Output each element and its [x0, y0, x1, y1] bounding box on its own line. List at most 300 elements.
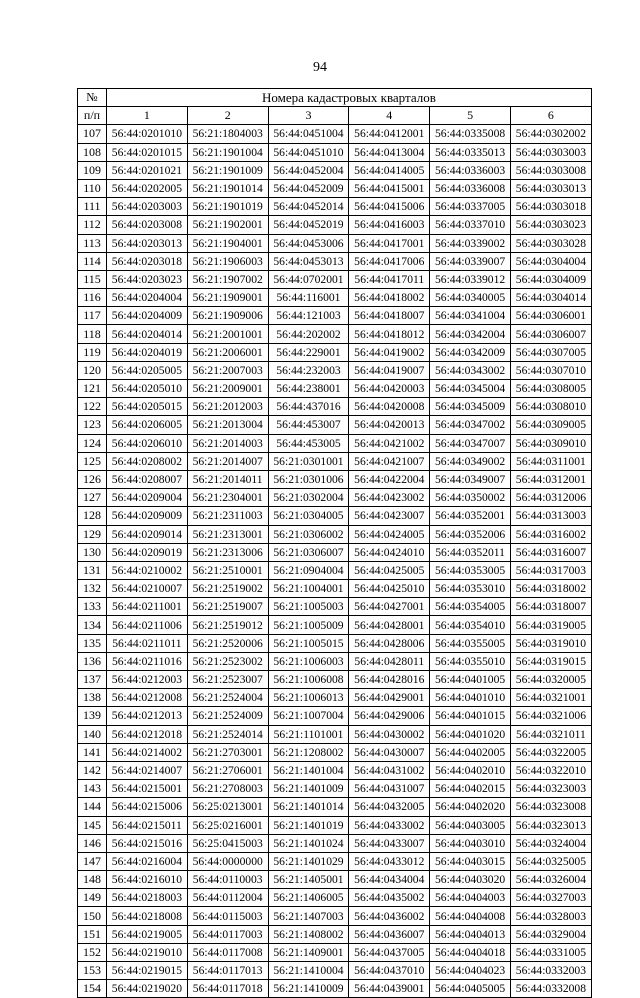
row-number-cell: 135: [78, 634, 107, 652]
cadastral-number-cell: 56:44:437016: [268, 398, 349, 416]
table-row: [78, 925, 592, 943]
cadastral-number-cell: 56:44:0204009: [107, 307, 188, 325]
cadastral-number-cell: 56:21:1401009: [268, 780, 349, 798]
row-number-cell: 113: [78, 234, 107, 252]
cadastral-number-cell: 56:44:0428001: [349, 616, 430, 634]
table-row: [78, 598, 592, 616]
cadastral-number-cell: 56:21:2519007: [187, 598, 268, 616]
cadastral-number-cell: 56:44:0453006: [268, 234, 349, 252]
cadastral-number-cell: 56:21:2014011: [187, 470, 268, 488]
cadastral-number-cell: 56:21:1909001: [187, 289, 268, 307]
cadastral-number-cell: 56:44:0204004: [107, 289, 188, 307]
row-number-cell: 133: [78, 598, 107, 616]
cadastral-number-cell: 56:21:2523002: [187, 652, 268, 670]
cadastral-number-cell: 56:21:2006001: [187, 343, 268, 361]
cadastral-number-cell: 56:44:0436007: [349, 925, 430, 943]
cadastral-number-cell: 56:44:0420003: [349, 380, 430, 398]
table-row: [78, 289, 592, 307]
table-row: [78, 907, 592, 925]
cadastral-number-cell: 56:44:0416003: [349, 216, 430, 234]
cadastral-number-cell: 56:21:1401004: [268, 761, 349, 779]
cadastral-number-cell: 56:21:2524009: [187, 707, 268, 725]
row-number-cell: 137: [78, 671, 107, 689]
cadastral-number-cell: 56:44:0304014: [510, 289, 591, 307]
cadastral-number-cell: 56:44:0428011: [349, 652, 430, 670]
cadastral-number-cell: 56:44:0325005: [510, 852, 591, 870]
cadastral-number-cell: 56:44:0211016: [107, 652, 188, 670]
cadastral-number-cell: 56:44:0320005: [510, 671, 591, 689]
cadastral-number-cell: 56:21:2708003: [187, 780, 268, 798]
cadastral-number-cell: 56:44:0354005: [430, 598, 511, 616]
cadastral-number-cell: 56:44:0418007: [349, 307, 430, 325]
table-row: [78, 707, 592, 725]
table-row: [78, 361, 592, 379]
cadastral-number-cell: 56:44:0403020: [430, 871, 511, 889]
cadastral-number-cell: 56:44:0413004: [349, 143, 430, 161]
cadastral-number-cell: 56:44:0322010: [510, 761, 591, 779]
cadastral-number-cell: 56:44:0404008: [430, 907, 511, 925]
cadastral-number-cell: 56:44:0216004: [107, 852, 188, 870]
cadastral-number-cell: 56:44:0321001: [510, 689, 591, 707]
cadastral-number-cell: 56:21:1906003: [187, 252, 268, 270]
cadastral-number-cell: 56:44:0307005: [510, 343, 591, 361]
cadastral-number-cell: 56:21:2313006: [187, 543, 268, 561]
cadastral-number-cell: 56:44:0453013: [268, 252, 349, 270]
cadastral-number-cell: 56:44:0401015: [430, 707, 511, 725]
cadastral-number-cell: 56:44:0332008: [510, 980, 591, 998]
cadastral-number-cell: 56:44:0319010: [510, 634, 591, 652]
cadastral-number-cell: 56:44:0353005: [430, 561, 511, 579]
table-row: [78, 889, 592, 907]
row-number-cell: 149: [78, 889, 107, 907]
cadastral-number-cell: 56:44:0211006: [107, 616, 188, 634]
cadastral-number-cell: 56:44:0402005: [430, 743, 511, 761]
cadastral-number-cell: 56:44:0201015: [107, 143, 188, 161]
cadastral-number-cell: 56:44:0355010: [430, 652, 511, 670]
cadastral-number-cell: 56:44:0304004: [510, 252, 591, 270]
table-row: [78, 470, 592, 488]
cadastral-number-cell: 56:44:0343002: [430, 361, 511, 379]
row-number-cell: 130: [78, 543, 107, 561]
cadastral-number-cell: 56:21:1410004: [268, 962, 349, 980]
cadastral-number-cell: 56:25:0213001: [187, 798, 268, 816]
cadastral-number-cell: 56:21:1005003: [268, 598, 349, 616]
cadastral-number-cell: 56:44:0425005: [349, 561, 430, 579]
table-row: [78, 616, 592, 634]
row-number-cell: 129: [78, 525, 107, 543]
cadastral-number-cell: 56:44:0339007: [430, 252, 511, 270]
cadastral-number-cell: 56:44:0434004: [349, 871, 430, 889]
cadastral-number-cell: 56:44:0323013: [510, 816, 591, 834]
cadastral-number-cell: 56:44:0340005: [430, 289, 511, 307]
cadastral-number-cell: 56:44:229001: [268, 343, 349, 361]
row-number-cell: 128: [78, 507, 107, 525]
cadastral-number-cell: 56:44:0316002: [510, 525, 591, 543]
row-number-cell: 125: [78, 452, 107, 470]
table-row: [78, 561, 592, 579]
cadastral-number-cell: 56:44:121003: [268, 307, 349, 325]
cadastral-number-cell: 56:44:0421007: [349, 452, 430, 470]
row-number-cell: 143: [78, 780, 107, 798]
row-number-cell: 116: [78, 289, 107, 307]
cadastral-number-cell: 56:44:0000000: [187, 852, 268, 870]
cadastral-number-cell: 56:44:0323003: [510, 780, 591, 798]
cadastral-number-cell: 56:21:0301001: [268, 452, 349, 470]
cadastral-number-cell: 56:44:0423002: [349, 489, 430, 507]
table-row: [78, 216, 592, 234]
cadastral-number-cell: 56:44:0425010: [349, 580, 430, 598]
cadastral-number-cell: 56:44:0421002: [349, 434, 430, 452]
cadastral-number-cell: 56:44:0420008: [349, 398, 430, 416]
cadastral-number-cell: 56:44:0215001: [107, 780, 188, 798]
cadastral-number-cell: 56:44:0215016: [107, 834, 188, 852]
table-row: [78, 761, 592, 779]
row-number-cell: 110: [78, 179, 107, 197]
cadastral-number-cell: 56:44:0322005: [510, 743, 591, 761]
cadastral-number-cell: 56:44:0203018: [107, 252, 188, 270]
cadastral-number-cell: 56:44:0335013: [430, 143, 511, 161]
cadastral-number-cell: 56:44:0304009: [510, 270, 591, 288]
cadastral-number-cell: 56:44:0337005: [430, 198, 511, 216]
cadastral-number-cell: 56:44:0205015: [107, 398, 188, 416]
table-row: [78, 343, 592, 361]
column-header-4: 4: [349, 107, 430, 125]
cadastral-number-cell: 56:25:0216001: [187, 816, 268, 834]
table-body: [78, 125, 592, 998]
table-row: [78, 489, 592, 507]
cadastral-number-cell: 56:21:2519012: [187, 616, 268, 634]
cadastral-number-cell: 56:21:2014003: [187, 434, 268, 452]
cadastral-number-cell: 56:44:0452004: [268, 161, 349, 179]
table-row: [78, 671, 592, 689]
cadastral-number-cell: 56:44:0339012: [430, 270, 511, 288]
cadastral-number-cell: 56:44:0417006: [349, 252, 430, 270]
cadastral-number-cell: 56:44:0420013: [349, 416, 430, 434]
table-row: [78, 652, 592, 670]
table-row: [78, 634, 592, 652]
cadastral-number-cell: 56:44:0208002: [107, 452, 188, 470]
cadastral-number-cell: 56:21:2007003: [187, 361, 268, 379]
row-number-cell: 115: [78, 270, 107, 288]
row-number-cell: 138: [78, 689, 107, 707]
cadastral-number-cell: 56:44:0219010: [107, 943, 188, 961]
table-row: [78, 580, 592, 598]
cadastral-number-cell: 56:21:1401014: [268, 798, 349, 816]
cadastral-number-cell: 56:44:0206005: [107, 416, 188, 434]
cadastral-number-cell: 56:21:2519002: [187, 580, 268, 598]
row-number-header-top: №: [78, 89, 107, 107]
cadastral-number-cell: 56:44:0349002: [430, 452, 511, 470]
cadastral-number-cell: 56:44:0401005: [430, 671, 511, 689]
cadastral-number-cell: 56:44:0308010: [510, 398, 591, 416]
row-number-cell: 139: [78, 707, 107, 725]
cadastral-number-cell: 56:44:0404023: [430, 962, 511, 980]
cadastral-number-cell: 56:44:0347002: [430, 416, 511, 434]
cadastral-number-cell: 56:21:1405001: [268, 871, 349, 889]
cadastral-number-cell: 56:44:0316007: [510, 543, 591, 561]
cadastral-number-cell: 56:44:0430007: [349, 743, 430, 761]
cadastral-number-cell: 56:44:0436002: [349, 907, 430, 925]
cadastral-number-cell: 56:21:2014007: [187, 452, 268, 470]
row-number-cell: 109: [78, 161, 107, 179]
cadastral-number-cell: 56:44:0424005: [349, 525, 430, 543]
table-row: [78, 743, 592, 761]
cadastral-number-cell: 56:44:116001: [268, 289, 349, 307]
cadastral-number-cell: 56:21:1907002: [187, 270, 268, 288]
cadastral-number-cell: 56:44:0206010: [107, 434, 188, 452]
cadastral-number-cell: 56:44:0342009: [430, 343, 511, 361]
row-number-cell: 111: [78, 198, 107, 216]
table-row: [78, 816, 592, 834]
cadastral-number-cell: 56:44:0117013: [187, 962, 268, 980]
cadastral-number-cell: 56:21:2013004: [187, 416, 268, 434]
cadastral-number-cell: 56:44:0342004: [430, 325, 511, 343]
cadastral-number-cell: 56:44:238001: [268, 380, 349, 398]
cadastral-number-cell: 56:44:0352006: [430, 525, 511, 543]
cadastral-number-cell: 56:44:0451004: [268, 125, 349, 143]
row-number-cell: 131: [78, 561, 107, 579]
cadastral-number-cell: 56:44:0403015: [430, 852, 511, 870]
cadastral-number-cell: 56:44:0437005: [349, 943, 430, 961]
cadastral-number-cell: 56:44:0401010: [430, 689, 511, 707]
cadastral-number-cell: 56:44:0303018: [510, 198, 591, 216]
cadastral-number-cell: 56:21:1409001: [268, 943, 349, 961]
cadastral-number-cell: 56:44:0312001: [510, 470, 591, 488]
table-row: [78, 543, 592, 561]
cadastral-number-cell: 56:21:1006003: [268, 652, 349, 670]
cadastral-number-cell: 56:44:0341004: [430, 307, 511, 325]
row-number-cell: 148: [78, 871, 107, 889]
cadastral-number-cell: 56:21:1909006: [187, 307, 268, 325]
row-number-cell: 142: [78, 761, 107, 779]
cadastral-number-cell: 56:44:0404018: [430, 943, 511, 961]
row-number-cell: 134: [78, 616, 107, 634]
cadastral-number-cell: 56:21:0301006: [268, 470, 349, 488]
cadastral-number-cell: 56:44:0347007: [430, 434, 511, 452]
table-row: [78, 125, 592, 143]
cadastral-number-cell: 56:44:0115003: [187, 907, 268, 925]
row-number-cell: 118: [78, 325, 107, 343]
cadastral-number-cell: 56:21:1006008: [268, 671, 349, 689]
cadastral-number-cell: 56:44:0303008: [510, 161, 591, 179]
column-header-3: 3: [268, 107, 349, 125]
cadastral-number-cell: 56:21:0304005: [268, 507, 349, 525]
cadastral-number-cell: 56:44:0321011: [510, 725, 591, 743]
cadastral-number-cell: 56:44:0433002: [349, 816, 430, 834]
cadastral-number-cell: 56:44:0201010: [107, 125, 188, 143]
cadastral-number-cell: 56:44:0424010: [349, 543, 430, 561]
cadastral-number-cell: 56:21:0306002: [268, 525, 349, 543]
cadastral-number-cell: 56:21:2703001: [187, 743, 268, 761]
row-number-cell: 120: [78, 361, 107, 379]
cadastral-number-cell: 56:21:2523007: [187, 671, 268, 689]
cadastral-number-cell: 56:44:0204019: [107, 343, 188, 361]
cadastral-number-cell: 56:21:1902001: [187, 216, 268, 234]
cadastral-number-cell: 56:44:0422004: [349, 470, 430, 488]
cadastral-number-cell: 56:21:1904001: [187, 234, 268, 252]
cadastral-number-cell: 56:44:453005: [268, 434, 349, 452]
cadastral-number-cell: 56:44:0209014: [107, 525, 188, 543]
row-number-cell: 114: [78, 252, 107, 270]
table-row: [78, 834, 592, 852]
row-number-cell: 154: [78, 980, 107, 998]
cadastral-number-cell: 56:44:0354010: [430, 616, 511, 634]
cadastral-number-cell: 56:44:0211011: [107, 634, 188, 652]
row-number-cell: 112: [78, 216, 107, 234]
cadastral-number-cell: 56:44:0208007: [107, 470, 188, 488]
row-number-cell: 121: [78, 380, 107, 398]
cadastral-number-cell: 56:44:0432005: [349, 798, 430, 816]
cadastral-number-cell: 56:44:0203008: [107, 216, 188, 234]
page-number: 94: [313, 60, 327, 75]
table-row: [78, 871, 592, 889]
cadastral-number-cell: 56:44:0313003: [510, 507, 591, 525]
cadastral-number-cell: 56:44:0452014: [268, 198, 349, 216]
cadastral-number-cell: 56:44:0418002: [349, 289, 430, 307]
cadastral-number-cell: 56:44:0216010: [107, 871, 188, 889]
row-number-cell: 117: [78, 307, 107, 325]
cadastral-number-cell: 56:21:1901019: [187, 198, 268, 216]
table-row: [78, 780, 592, 798]
cadastral-number-cell: 56:21:2001001: [187, 325, 268, 343]
cadastral-number-cell: 56:44:0319005: [510, 616, 591, 634]
cadastral-number-cell: 56:44:0302002: [510, 125, 591, 143]
cadastral-number-cell: 56:21:2009001: [187, 380, 268, 398]
cadastral-number-cell: 56:44:232003: [268, 361, 349, 379]
cadastral-number-cell: 56:21:2313001: [187, 525, 268, 543]
cadastral-number-cell: 56:44:0451010: [268, 143, 349, 161]
cadastral-number-cell: 56:44:0219020: [107, 980, 188, 998]
cadastral-number-cell: 56:44:0353010: [430, 580, 511, 598]
cadastral-number-cell: 56:44:0210002: [107, 561, 188, 579]
cadastral-number-cell: 56:44:0209009: [107, 507, 188, 525]
cadastral-number-cell: 56:44:0318007: [510, 598, 591, 616]
cadastral-number-cell: 56:44:0312006: [510, 489, 591, 507]
cadastral-number-cell: 56:21:1901014: [187, 179, 268, 197]
cadastral-number-cell: 56:44:0212003: [107, 671, 188, 689]
cadastral-number-cell: 56:21:2311003: [187, 507, 268, 525]
cadastral-number-cell: 56:44:0404003: [430, 889, 511, 907]
cadastral-number-cell: 56:44:0205005: [107, 361, 188, 379]
table-row: [78, 252, 592, 270]
cadastral-number-cell: 56:44:0309010: [510, 434, 591, 452]
cadastral-number-cell: 56:44:0323008: [510, 798, 591, 816]
cadastral-number-cell: 56:44:0345009: [430, 398, 511, 416]
column-header-2: 2: [187, 107, 268, 125]
cadastral-number-cell: 56:21:0302004: [268, 489, 349, 507]
row-number-cell: 108: [78, 143, 107, 161]
cadastral-number-cell: 56:44:0339002: [430, 234, 511, 252]
cadastral-number-cell: 56:21:1401024: [268, 834, 349, 852]
cadastral-number-cell: 56:44:0335008: [430, 125, 511, 143]
cadastral-number-cell: 56:44:0417001: [349, 234, 430, 252]
cadastral-number-cell: 56:44:0117008: [187, 943, 268, 961]
cadastral-number-cell: 56:44:0433012: [349, 852, 430, 870]
table-row: [78, 398, 592, 416]
cadastral-number-cell: 56:44:0110003: [187, 871, 268, 889]
cadastral-number-cell: 56:44:0205010: [107, 380, 188, 398]
table-row: [78, 507, 592, 525]
cadastral-number-cell: 56:44:0117018: [187, 980, 268, 998]
cadastral-number-cell: 56:44:0214002: [107, 743, 188, 761]
cadastral-number-cell: 56:44:0401020: [430, 725, 511, 743]
row-number-cell: 122: [78, 398, 107, 416]
row-number-cell: 107: [78, 125, 107, 143]
cadastral-number-cell: 56:44:0306001: [510, 307, 591, 325]
cadastral-number-cell: 56:44:0331005: [510, 943, 591, 961]
cadastral-number-cell: 56:44:0303003: [510, 143, 591, 161]
cadastral-number-cell: 56:44:0414005: [349, 161, 430, 179]
cadastral-number-cell: 56:44:0201021: [107, 161, 188, 179]
cadastral-number-cell: 56:44:0329004: [510, 925, 591, 943]
cadastral-number-cell: 56:21:1804003: [187, 125, 268, 143]
cadastral-number-cell: 56:44:0303028: [510, 234, 591, 252]
cadastral-number-cell: 56:44:0415001: [349, 179, 430, 197]
row-number-cell: 151: [78, 925, 107, 943]
cadastral-number-cell: 56:44:0306007: [510, 325, 591, 343]
cadastral-number-cell: 56:44:0419002: [349, 343, 430, 361]
cadastral-number-cell: 56:21:1401029: [268, 852, 349, 870]
cadastral-number-cell: 56:44:0202005: [107, 179, 188, 197]
cadastral-number-cell: 56:21:1401019: [268, 816, 349, 834]
cadastral-number-cell: 56:44:0349007: [430, 470, 511, 488]
cadastral-number-cell: 56:21:1101001: [268, 725, 349, 743]
cadastral-number-cell: 56:44:0355005: [430, 634, 511, 652]
cadastral-number-cell: 56:21:2304001: [187, 489, 268, 507]
cadastral-number-cell: 56:44:0317003: [510, 561, 591, 579]
cadastral-number-cell: 56:44:0212013: [107, 707, 188, 725]
cadastral-number-cell: 56:44:0326004: [510, 871, 591, 889]
cadastral-number-cell: 56:44:0337010: [430, 216, 511, 234]
cadastral-number-cell: 56:21:2524004: [187, 689, 268, 707]
cadastral-number-cell: 56:44:0319015: [510, 652, 591, 670]
cadastral-number-cell: 56:44:0435002: [349, 889, 430, 907]
cadastral-number-cell: 56:44:0437010: [349, 962, 430, 980]
cadastral-number-cell: 56:44:0431002: [349, 761, 430, 779]
cadastral-number-cell: 56:44:0417011: [349, 270, 430, 288]
row-number-cell: 132: [78, 580, 107, 598]
cadastral-number-cell: 56:21:0306007: [268, 543, 349, 561]
cadastral-number-cell: 56:44:0209004: [107, 489, 188, 507]
cadastral-quarters-table: [77, 88, 592, 998]
cadastral-number-cell: 56:21:1901009: [187, 161, 268, 179]
cadastral-number-cell: 56:44:0415006: [349, 198, 430, 216]
cadastral-number-cell: 56:44:0307010: [510, 361, 591, 379]
cadastral-number-cell: 56:44:0428006: [349, 634, 430, 652]
cadastral-number-cell: 56:44:0219015: [107, 962, 188, 980]
cadastral-number-cell: 56:44:0210007: [107, 580, 188, 598]
cadastral-number-cell: 56:21:1005009: [268, 616, 349, 634]
cadastral-number-cell: 56:44:0311001: [510, 452, 591, 470]
cadastral-number-cell: 56:44:0403010: [430, 834, 511, 852]
cadastral-number-cell: 56:44:0209019: [107, 543, 188, 561]
cadastral-number-cell: 56:21:2706001: [187, 761, 268, 779]
cadastral-number-cell: 56:44:0427001: [349, 598, 430, 616]
column-group-header: Номера кадастровых кварталов: [107, 89, 592, 107]
cadastral-number-cell: 56:44:0212008: [107, 689, 188, 707]
row-number-cell: 124: [78, 434, 107, 452]
cadastral-number-cell: 56:44:0203003: [107, 198, 188, 216]
row-number-cell: 146: [78, 834, 107, 852]
cadastral-number-cell: 56:44:0402010: [430, 761, 511, 779]
cadastral-number-cell: 56:44:0403005: [430, 816, 511, 834]
cadastral-number-cell: 56:44:0350002: [430, 489, 511, 507]
cadastral-number-cell: 56:44:0428016: [349, 671, 430, 689]
row-number-cell: 145: [78, 816, 107, 834]
row-number-cell: 144: [78, 798, 107, 816]
row-number-cell: 153: [78, 962, 107, 980]
cadastral-number-cell: 56:44:0203013: [107, 234, 188, 252]
